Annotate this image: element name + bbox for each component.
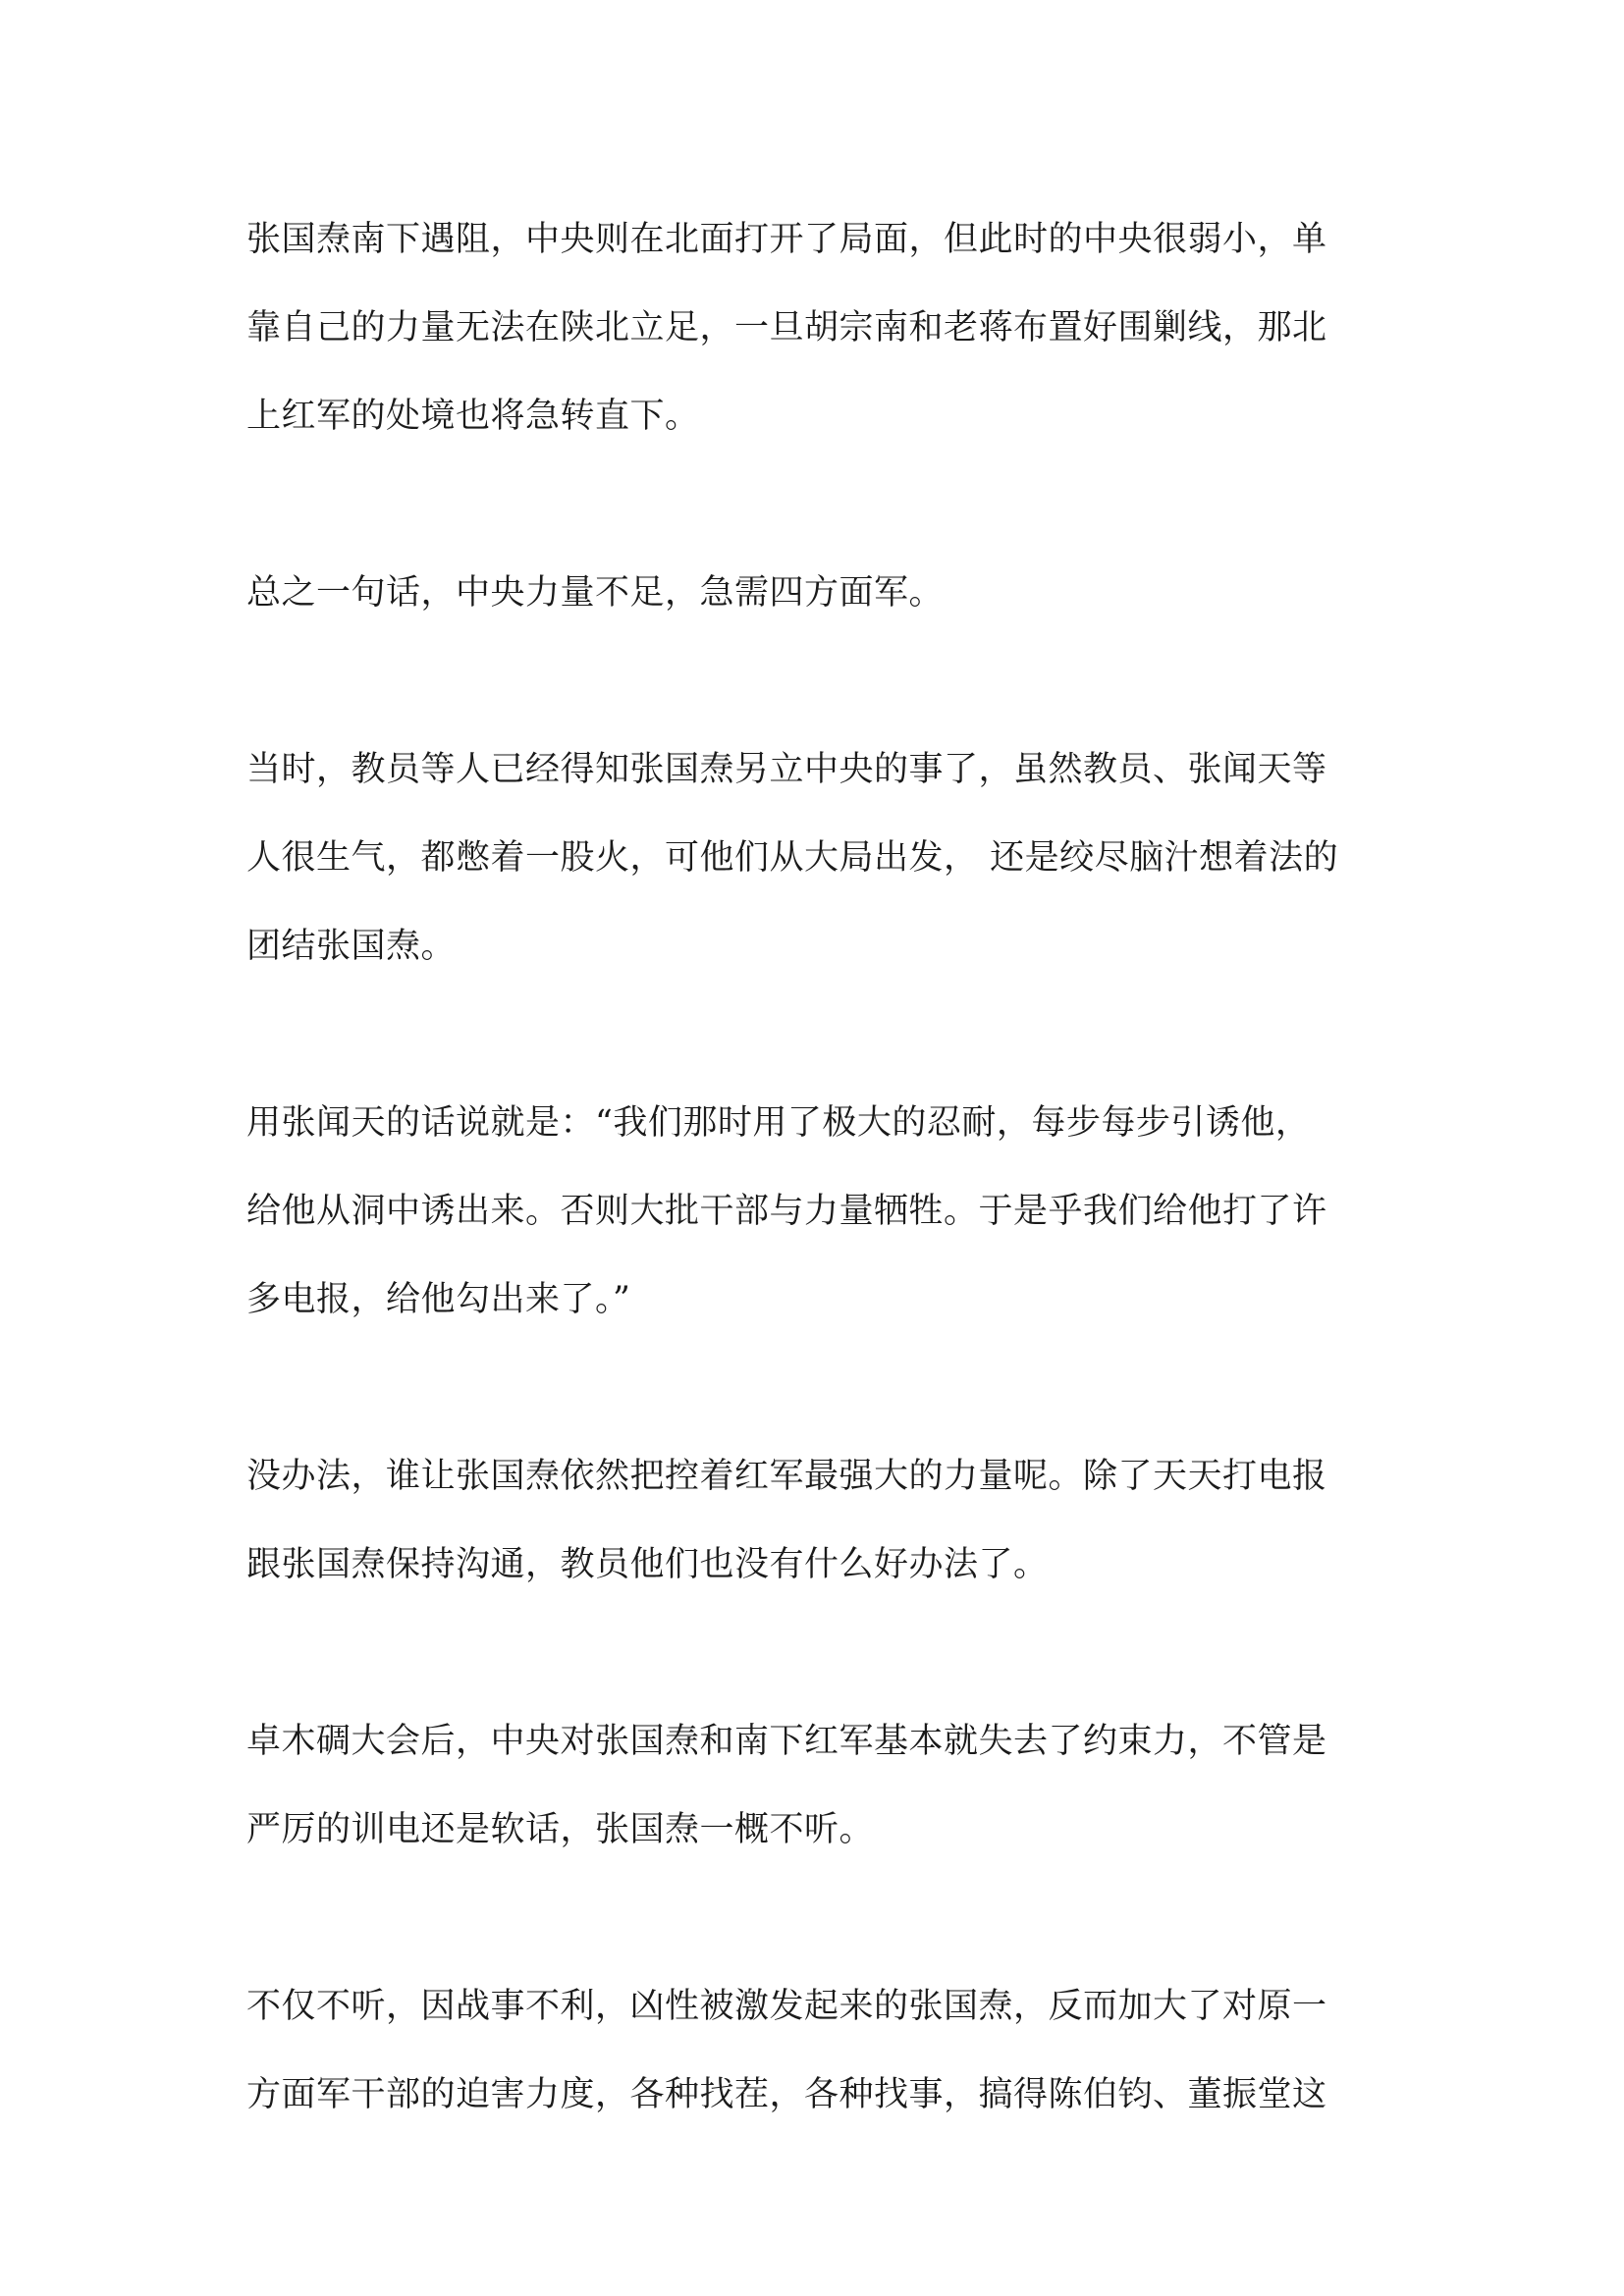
paragraph	[246, 1979, 1366, 2156]
text-line: 跟张国焘保持沟通，教员他们也没有什么好办法了。	[246, 1545, 1049, 1584]
text-line: 团结张国焘。	[246, 927, 457, 966]
text-line: 多电报，给他勾出来了。”	[246, 1280, 631, 1319]
paragraph-spacer	[246, 1891, 1366, 1979]
text-line: 张国焘南下遇阻，中央则在北面打开了局面，但此时的中央很弱小，单	[246, 220, 1327, 259]
paragraph	[246, 1095, 1366, 1361]
text-line: 上红军的处境也将急转直下。	[246, 397, 700, 436]
text-line: 不仅不听，因战事不利，凶性被激发起来的张国焘，反而加大了对原一	[246, 1987, 1327, 2026]
text-line: 方面军干部的迫害力度，各种找茬，各种找事，搞得陈伯钧、董振堂这	[246, 2075, 1327, 2114]
text-line: 严厉的训电还是软话，张国焘一概不听。	[246, 1810, 875, 1849]
text-line: 人很生气，都憋着一股火，可他们从大局出发， 还是绞尽脑汁想着法的	[246, 838, 1339, 878]
text-line: 总之一句话，中央力量不足，急需四方面军。	[246, 573, 945, 613]
text-line: 靠自己的力量无法在陕北立足，一旦胡宗南和老蒋布置好围剿线，那北	[246, 308, 1327, 347]
paragraph-spacer	[246, 1007, 1366, 1095]
paragraph	[246, 212, 1366, 477]
text-line: 卓木碉大会后，中央对张国焘和南下红军基本就失去了约束力，不管是	[246, 1722, 1327, 1761]
paragraph-spacer	[246, 654, 1366, 742]
document-body	[246, 212, 1366, 2156]
paragraph	[246, 742, 1366, 1007]
paragraph-spacer	[246, 1626, 1366, 1714]
text-line: 当时，教员等人已经得知张国焘另立中央的事了，虽然教员、张闻天等	[246, 750, 1327, 789]
paragraph	[246, 1449, 1366, 1626]
text-line: 给他从洞中诱出来。否则大批干部与力量牺牲。于是乎我们给他打了许	[246, 1192, 1327, 1231]
text-line: 用张闻天的话说就是：“我们那时用了极大的忍耐，每步每步引诱他，	[246, 1103, 1311, 1143]
paragraph-spacer	[246, 477, 1366, 565]
paragraph-spacer	[246, 1361, 1366, 1449]
paragraph	[246, 1714, 1366, 1891]
paragraph	[246, 565, 1366, 654]
text-line: 没办法，谁让张国焘依然把控着红军最强大的力量呢。除了天天打电报	[246, 1457, 1327, 1496]
